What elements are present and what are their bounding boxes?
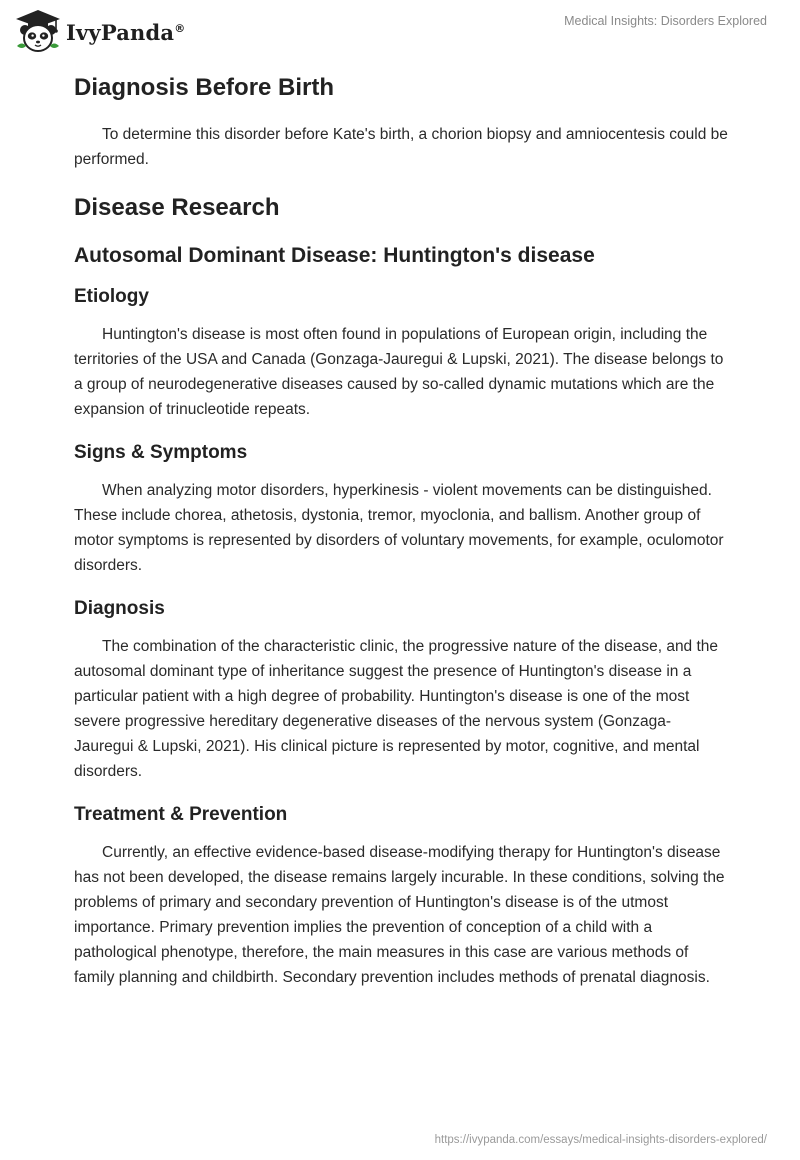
paragraph-diagnosis-before-birth: To determine this disorder before Kate's birth, a chorion biopsy and amniocentesis could be performed.	[74, 126, 728, 168]
document-title: Medical Insights: Disorders Explored	[564, 14, 767, 28]
page-header	[0, 0, 800, 60]
heading-autosomal-dominant: Autosomal Dominant Disease: Huntington's disease	[74, 244, 595, 267]
brand-name: IvyPanda®	[66, 19, 186, 45]
paragraph-signs-symptoms: When analyzing motor disorders, hyperkinesis - violent movements can be distinguished. These include chorea, athetosis, dystonia, tremor, myoclonia, and ballism. Another group of motor symptoms is represented by disorders of voluntary movements, for example, oculomotor disorders.	[74, 482, 724, 574]
heading-disease-research: Disease Research	[74, 194, 280, 221]
heading-diagnosis: Diagnosis	[74, 598, 165, 619]
heading-treatment-prevention: Treatment & Prevention	[74, 804, 288, 825]
paragraph-diagnosis: The combination of the characteristic clinic, the progressive nature of the disease, and the autosomal dominant type of inheritance suggest the presence of Huntington's disease in a particular patient with a high degree of probability. Huntington's disease is one of the most severe progressive hereditary degenerative diseases of the nervous system (Gonzaga-Jauregui & Lupski, 2021). His clinical picture is represented by motor, cognitive, and mental disorders.	[74, 638, 719, 780]
paragraph-treatment-prevention: Currently, an effective evidence-based disease-modifying therapy for Huntington's disease has not been developed, the disease remains largely incurable. In these conditions, solving the problems of primary and secondary prevention of Huntington's disease is of the utmost importance. Primary prevention implies the prevention of conception of a child with a pathological phenotype, therefore, the main measures in this case are various methods of family planning and childbirth. Secondary prevention includes methods of prenatal diagnosis.	[74, 844, 725, 986]
paragraph-etiology: Huntington's disease is most often found in populations of European origin, including the territories of the USA and Canada (Gonzaga-Jauregui & Lupski, 2021). The disease belongs to a group of neurodegenerative diseases caused by so-called dynamic mutations which are the expansion of trinucleotide repeats.	[74, 326, 724, 418]
heading-etiology: Etiology	[74, 286, 149, 307]
brand-logo[interactable]	[14, 8, 185, 54]
source-url-link[interactable]: https://ivypanda.com/essays/medical-insights-disorders-explored/	[434, 1134, 767, 1146]
panda-graduate-icon	[14, 8, 62, 54]
essay-content	[74, 70, 730, 990]
heading-signs-symptoms: Signs & Symptoms	[74, 442, 248, 463]
heading-diagnosis-before-birth: Diagnosis Before Birth	[74, 74, 335, 101]
